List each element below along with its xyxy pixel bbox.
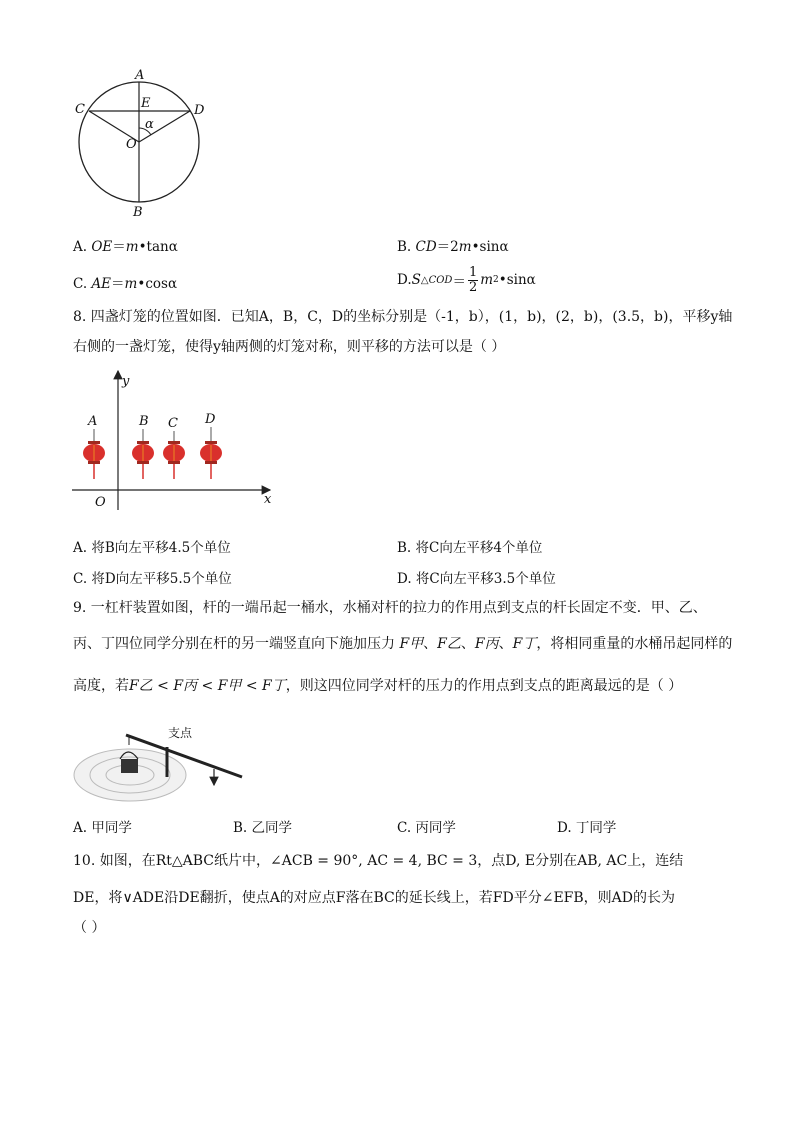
lantern-b xyxy=(132,414,154,479)
label-o: O xyxy=(126,137,137,152)
force-bing: F丙 xyxy=(474,636,499,652)
option-prefix: B. xyxy=(397,239,416,255)
option-var: m xyxy=(480,272,494,288)
q9-line2-post: ，将相同重量的水桶吊起同样的 xyxy=(536,636,733,652)
option-rel: ＝ xyxy=(452,274,466,290)
q8-stem-line1: 8. 四盏灯笼的位置如图．已知A，B，C，D的坐标分别是（-1，b），(1，b)，(2，b)，(3.5，b)，平移y轴 xyxy=(73,309,733,325)
q9-stem-line2: 丙、丁四位同学分别在杆的另一端竖直向下施加压力 F甲、F乙、F丙、F丁，将相同重量的水桶吊起同样的 xyxy=(73,636,733,652)
q10-stem-line1: 10. 如图，在Rt△ABC纸片中，∠ACB = 90°, AC = 4, BC = 3，点D, E分别在AB, AC上，连结 xyxy=(73,853,684,869)
option-lhs: S xyxy=(411,272,421,288)
q8-option-d[interactable]: D. 将C向左平移3.5个单位 xyxy=(397,571,556,587)
label-e: E xyxy=(141,96,151,111)
q8-option-a[interactable]: A. 将B向左平移4.5个单位 xyxy=(73,540,231,556)
option-rel: ＝2 xyxy=(436,239,459,255)
fulcrum-label: 支点 xyxy=(168,726,193,740)
fraction-num: 1 xyxy=(468,264,478,280)
q8-stem-line2: 右侧的一盏灯笼，使得y轴两侧的灯笼对称，则平移的方法可以是（ ） xyxy=(73,339,506,355)
lantern-c-label: C xyxy=(168,416,178,431)
fraction-half xyxy=(468,266,478,295)
option-rel: ＝ xyxy=(112,239,126,255)
label-d: D xyxy=(194,103,205,118)
lantern-d xyxy=(200,412,222,479)
q7-option-d[interactable] xyxy=(397,262,536,298)
x-label: x xyxy=(264,492,272,507)
label-a: A xyxy=(135,68,145,83)
lantern-a-label: A xyxy=(88,414,98,429)
force-jia: F甲 xyxy=(399,636,424,652)
q8-option-c[interactable]: C. 将D向左平移5.5个单位 xyxy=(73,571,232,587)
option-prefix: D. xyxy=(397,272,412,288)
option-var: m xyxy=(458,239,472,255)
label-c: C xyxy=(75,102,85,117)
q8-lantern-figure xyxy=(0,365,794,525)
option-sub: △COD xyxy=(420,274,453,286)
option-lhs: OE xyxy=(91,239,113,255)
q10-stem-line3: （ ） xyxy=(73,920,106,936)
lantern-c xyxy=(163,416,185,479)
q7-option-b[interactable] xyxy=(397,235,509,255)
force-yi: F乙 xyxy=(437,636,461,652)
q9-lever-figure xyxy=(0,715,794,815)
option-lhs: AE xyxy=(91,276,112,292)
q9-stem-line3 xyxy=(73,676,682,696)
label-b: B xyxy=(133,205,143,220)
option-var: m xyxy=(125,239,139,255)
q9-option-b[interactable]: B. 乙同学 xyxy=(233,820,293,836)
q7-option-c[interactable] xyxy=(73,272,177,292)
option-prefix: A. xyxy=(73,239,92,255)
bucket xyxy=(121,759,138,773)
q9-line3-pre: 高度，若 xyxy=(73,678,129,694)
option-lhs: CD xyxy=(415,239,437,255)
q7-option-a[interactable] xyxy=(73,235,178,255)
q9-line2-pre: 丙、丁四位同学分别在杆的另一端竖直向下施加压力 xyxy=(73,636,395,652)
q10-stem-line2: DE，将∨ADE沿DE翻折，使点A的对应点F落在BC的延长线上，若FD平分∠EFB，则AD的长为 xyxy=(73,890,675,906)
q9-option-a[interactable]: A. 甲同学 xyxy=(73,820,132,836)
q9-option-d[interactable]: D. 丁同学 xyxy=(557,820,617,836)
y-label: y xyxy=(122,374,130,389)
option-rest: •sinα xyxy=(471,239,509,255)
option-rest: •sinα xyxy=(498,272,536,288)
option-var: m xyxy=(124,276,138,292)
q8-option-b[interactable]: B. 将C向左平移4个单位 xyxy=(397,540,543,556)
origin-label: O xyxy=(95,495,106,510)
option-rest: •tanα xyxy=(138,239,178,255)
lantern-d-label: D xyxy=(205,412,216,427)
option-rel: ＝ xyxy=(111,276,125,292)
q9-stem-line1: 9. 一杠杆装置如图，杆的一端吊起一桶水，水桶对杆的拉力的作用点到支点的杆长固定不变．甲、乙、 xyxy=(73,600,707,616)
q9-line3-post: ，则这四位同学对杆的压力的作用点到支点的距离最远的是（ ） xyxy=(285,678,683,694)
option-sup: 2 xyxy=(493,275,499,285)
q7-circle-figure xyxy=(0,0,794,230)
lantern-a xyxy=(83,414,105,479)
q9-option-c[interactable]: C. 丙同学 xyxy=(397,820,456,836)
fraction-den: 2 xyxy=(468,279,478,295)
option-rest: •cosα xyxy=(137,276,178,292)
option-prefix: C. xyxy=(73,276,92,292)
q9-inequality: F乙 < F丙 < F甲 < F丁 xyxy=(129,678,286,694)
label-alpha: α xyxy=(145,117,154,132)
lantern-b-label: B xyxy=(139,414,149,429)
force-ding: F丁 xyxy=(512,636,537,652)
